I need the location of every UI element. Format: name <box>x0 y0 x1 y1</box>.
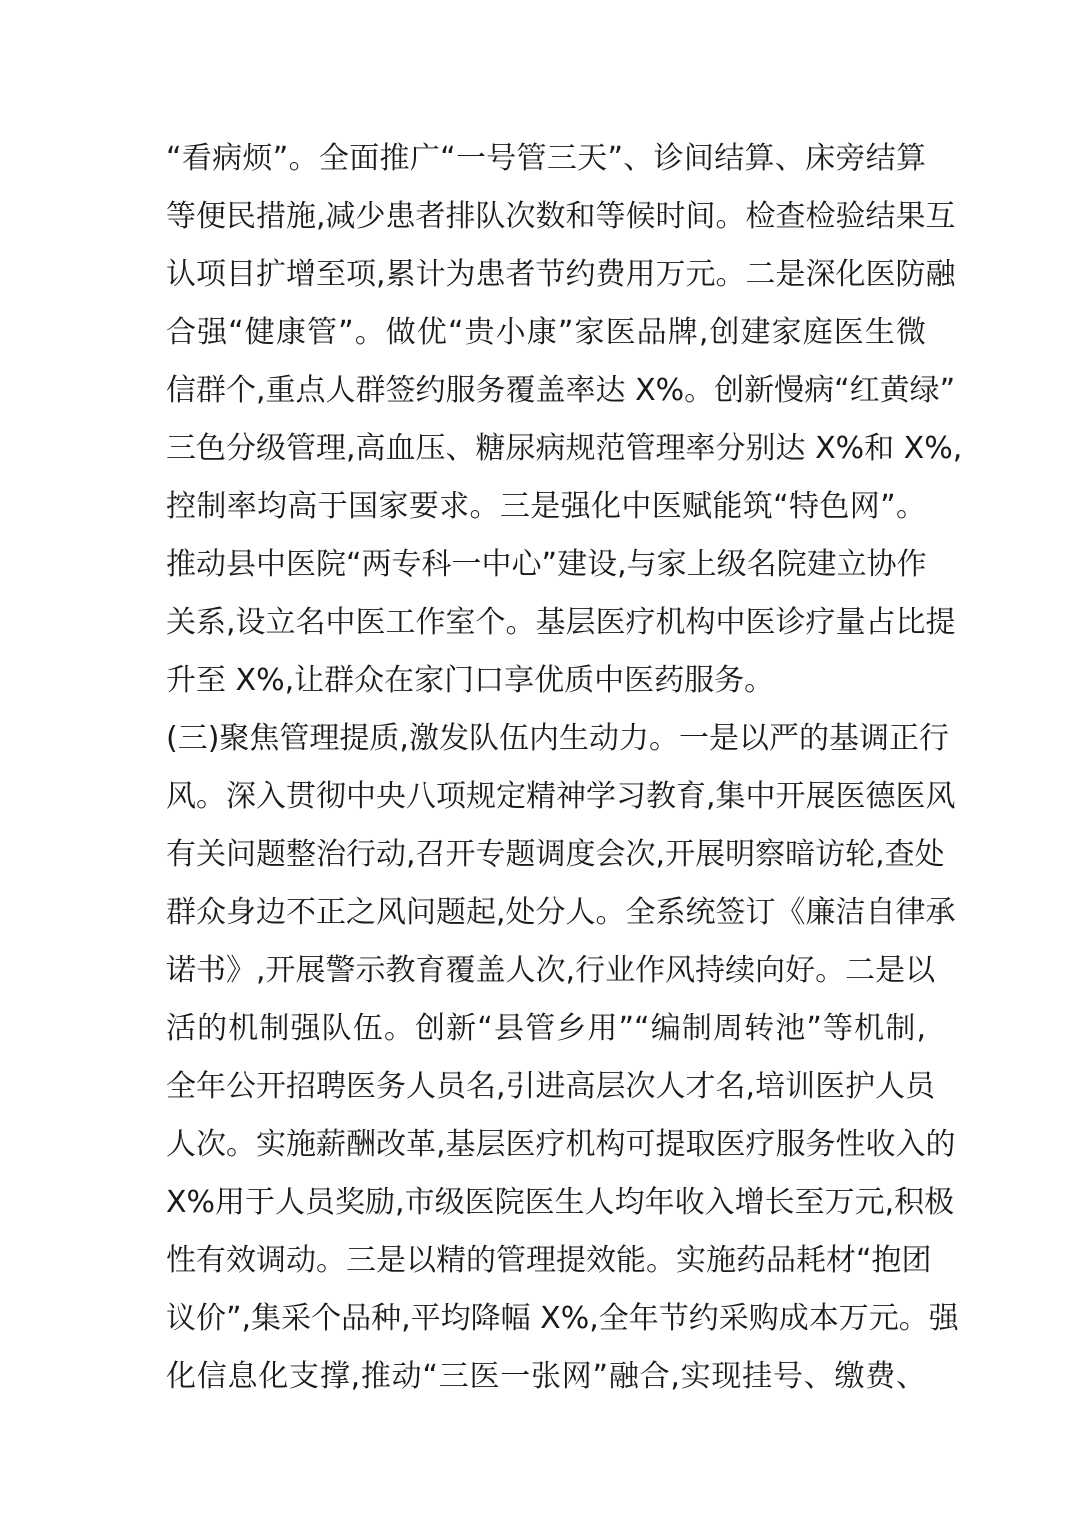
text-line: 诺书》,开展警示教育覆盖人次,行业作风持续向好。二是以 <box>166 953 936 988</box>
text-line: 全年公开招聘医务人员名,引进高层次人才名,培训医护人员 <box>166 1069 936 1104</box>
text-line: X%用于人员奖励,市级医院医生人均年收入增长至万元,积极 <box>166 1185 955 1220</box>
text-line: 控制率均高于国家要求。三是强化中医赋能筑“特色网”。 <box>166 489 926 524</box>
text-line: “看病烦”。全面推广“一号管三天”、诊间结算、床旁结算 <box>166 141 926 176</box>
text-line: 议价”,集采个品种,平均降幅 X%,全年节约采购成本万元。强 <box>166 1301 959 1336</box>
text-line: 有关问题整治行动,召开专题调度会次,开展明察暗访轮,查处 <box>166 837 945 872</box>
text-line: 风。深入贯彻中央八项规定精神学习教育,集中开展医德医风 <box>166 779 956 814</box>
text-line: 信群个,重点人群签约服务覆盖率达 X%。创新慢病“红黄绿” <box>166 373 956 408</box>
text-line: 认项目扩增至项,累计为患者节约费用万元。二是深化医防融 <box>166 257 956 292</box>
section-heading-line: (三)聚焦管理提质,激发队伍内生动力。一是以严的基调正行 <box>166 721 949 756</box>
text-line: 活的机制强队伍。创新“县管乡用”“编制周转池”等机制, <box>166 1011 926 1046</box>
text-line: 关系,设立名中医工作室个。基层医疗机构中医诊疗量占比提 <box>166 605 956 640</box>
text-line: 三色分级管理,高血压、糖尿病规范管理率分别达 X%和 X%, <box>166 431 963 466</box>
text-line: 化信息化支撑,推动“三医一张网”融合,实现挂号、缴费、 <box>166 1359 926 1394</box>
body-text <box>166 130 963 1406</box>
text-line: 合强“健康管”。做优“贵小康”家医品牌,创建家庭医生微 <box>166 315 926 350</box>
text-line: 性有效调动。三是以精的管理提效能。实施药品耗材“抱团 <box>166 1243 932 1278</box>
text-line: 人次。实施薪酬改革,基层医疗机构可提取医疗服务性收入的 <box>166 1127 956 1162</box>
text-line: 推动县中医院“两专科一中心”建设,与家上级名院建立协作 <box>166 547 927 582</box>
text-line: 升至 X%,让群众在家门口享优质中医药服务。 <box>166 663 775 698</box>
text-line: 等便民措施,减少患者排队次数和等候时间。检查检验结果互 <box>166 199 956 234</box>
text-line: 群众身边不正之风问题起,处分人。全系统签订《廉洁自律承 <box>166 895 956 930</box>
